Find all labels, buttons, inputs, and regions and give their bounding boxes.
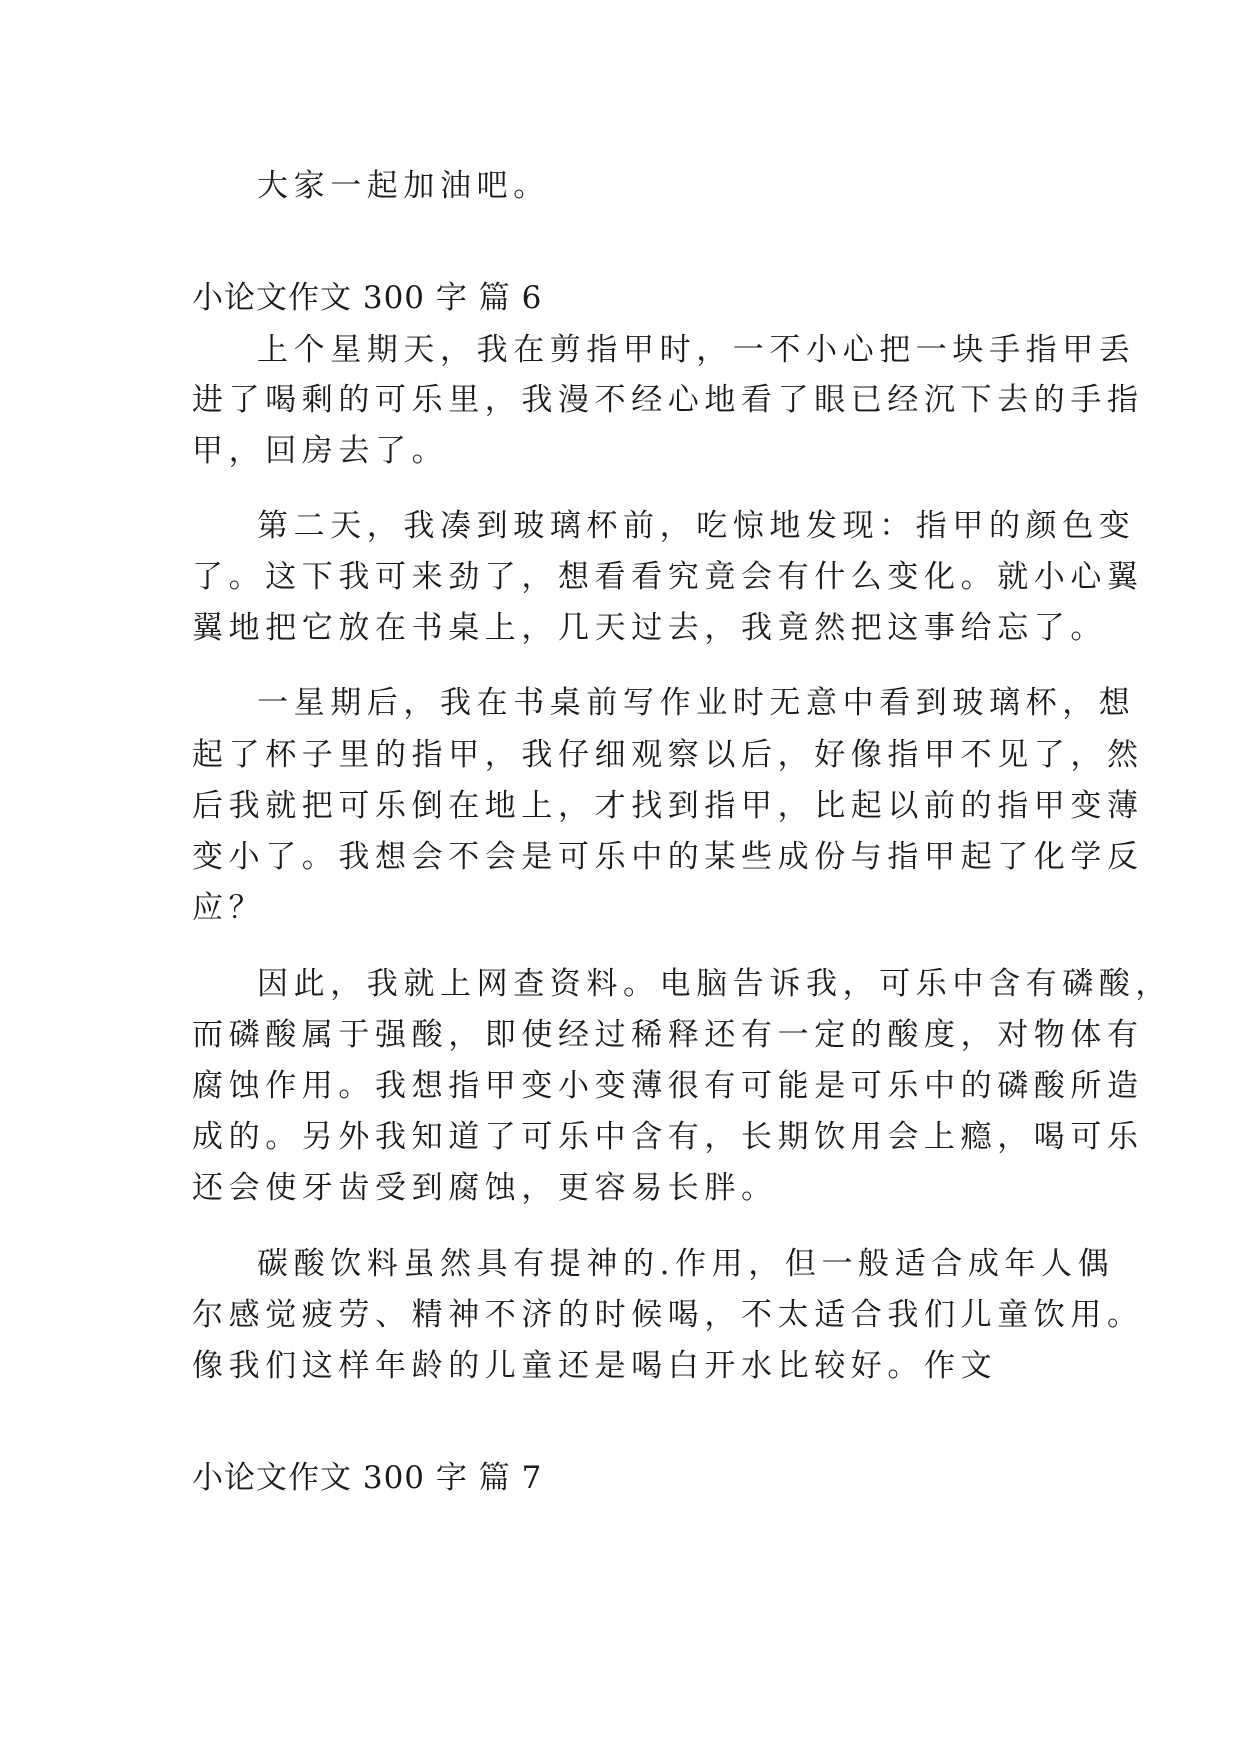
paragraph-line: 变小了。我想会不会是可乐中的某些成份与指甲起了化学反 bbox=[192, 839, 1144, 875]
paragraph-line: 腐蚀作用。我想指甲变小变薄很有可能是可乐中的磷酸所造 bbox=[192, 1068, 1144, 1104]
paragraph-line: 后我就把可乐倒在地上，才找到指甲，比起以前的指甲变薄 bbox=[192, 788, 1144, 824]
paragraph-line: 上个星期天，我在剪指甲时，一不小心把一块手指甲丢 bbox=[257, 332, 1136, 368]
paragraph-line: 第二天，我凑到玻璃杯前，吃惊地发现：指甲的颜色变 bbox=[257, 508, 1136, 544]
paragraph-line: 尔感觉疲劳、精神不济的时候喝，不太适合我们儿童饮用。 bbox=[192, 1297, 1144, 1333]
intro-paragraph: 大家一起加油吧。 bbox=[257, 168, 550, 204]
paragraph-line: 像我们这样年龄的儿童还是喝白开水比较好。作文 bbox=[192, 1348, 998, 1384]
section-7-title: 小论文作文 300 字 篇 7 bbox=[192, 1460, 543, 1496]
paragraph-line: 应？ bbox=[192, 890, 266, 926]
paragraph-line: 碳酸饮料虽然具有提神的.作用，但一般适合成年人偶 bbox=[257, 1246, 1115, 1282]
paragraph-line: 成的。另外我知道了可乐中含有，长期饮用会上瘾，喝可乐 bbox=[192, 1119, 1144, 1155]
paragraph-line: 因此，我就上网查资料。电脑告诉我，可乐中含有磷酸， bbox=[257, 966, 1172, 1002]
paragraph-line: 甲，回房去了。 bbox=[192, 433, 449, 469]
paragraph-line: 起了杯子里的指甲，我仔细观察以后，好像指甲不见了，然 bbox=[192, 737, 1144, 773]
paragraph-line: 了。这下我可来劲了，想看看究竟会有什么变化。就小心翼 bbox=[192, 559, 1144, 595]
paragraph-line: 而磷酸属于强酸，即使经过稀释还有一定的酸度，对物体有 bbox=[192, 1017, 1144, 1053]
paragraph-line: 一星期后，我在书桌前写作业时无意中看到玻璃杯，想 bbox=[257, 685, 1136, 721]
paragraph-line: 翼地把它放在书桌上，几天过去，我竟然把这事给忘了。 bbox=[192, 610, 1107, 646]
paragraph-line: 进了喝剩的可乐里，我漫不经心地看了眼已经沉下去的手指 bbox=[192, 382, 1144, 418]
paragraph-line: 还会使牙齿受到腐蚀，更容易长胖。 bbox=[192, 1170, 778, 1206]
section-6-title: 小论文作文 300 字 篇 6 bbox=[192, 280, 543, 316]
